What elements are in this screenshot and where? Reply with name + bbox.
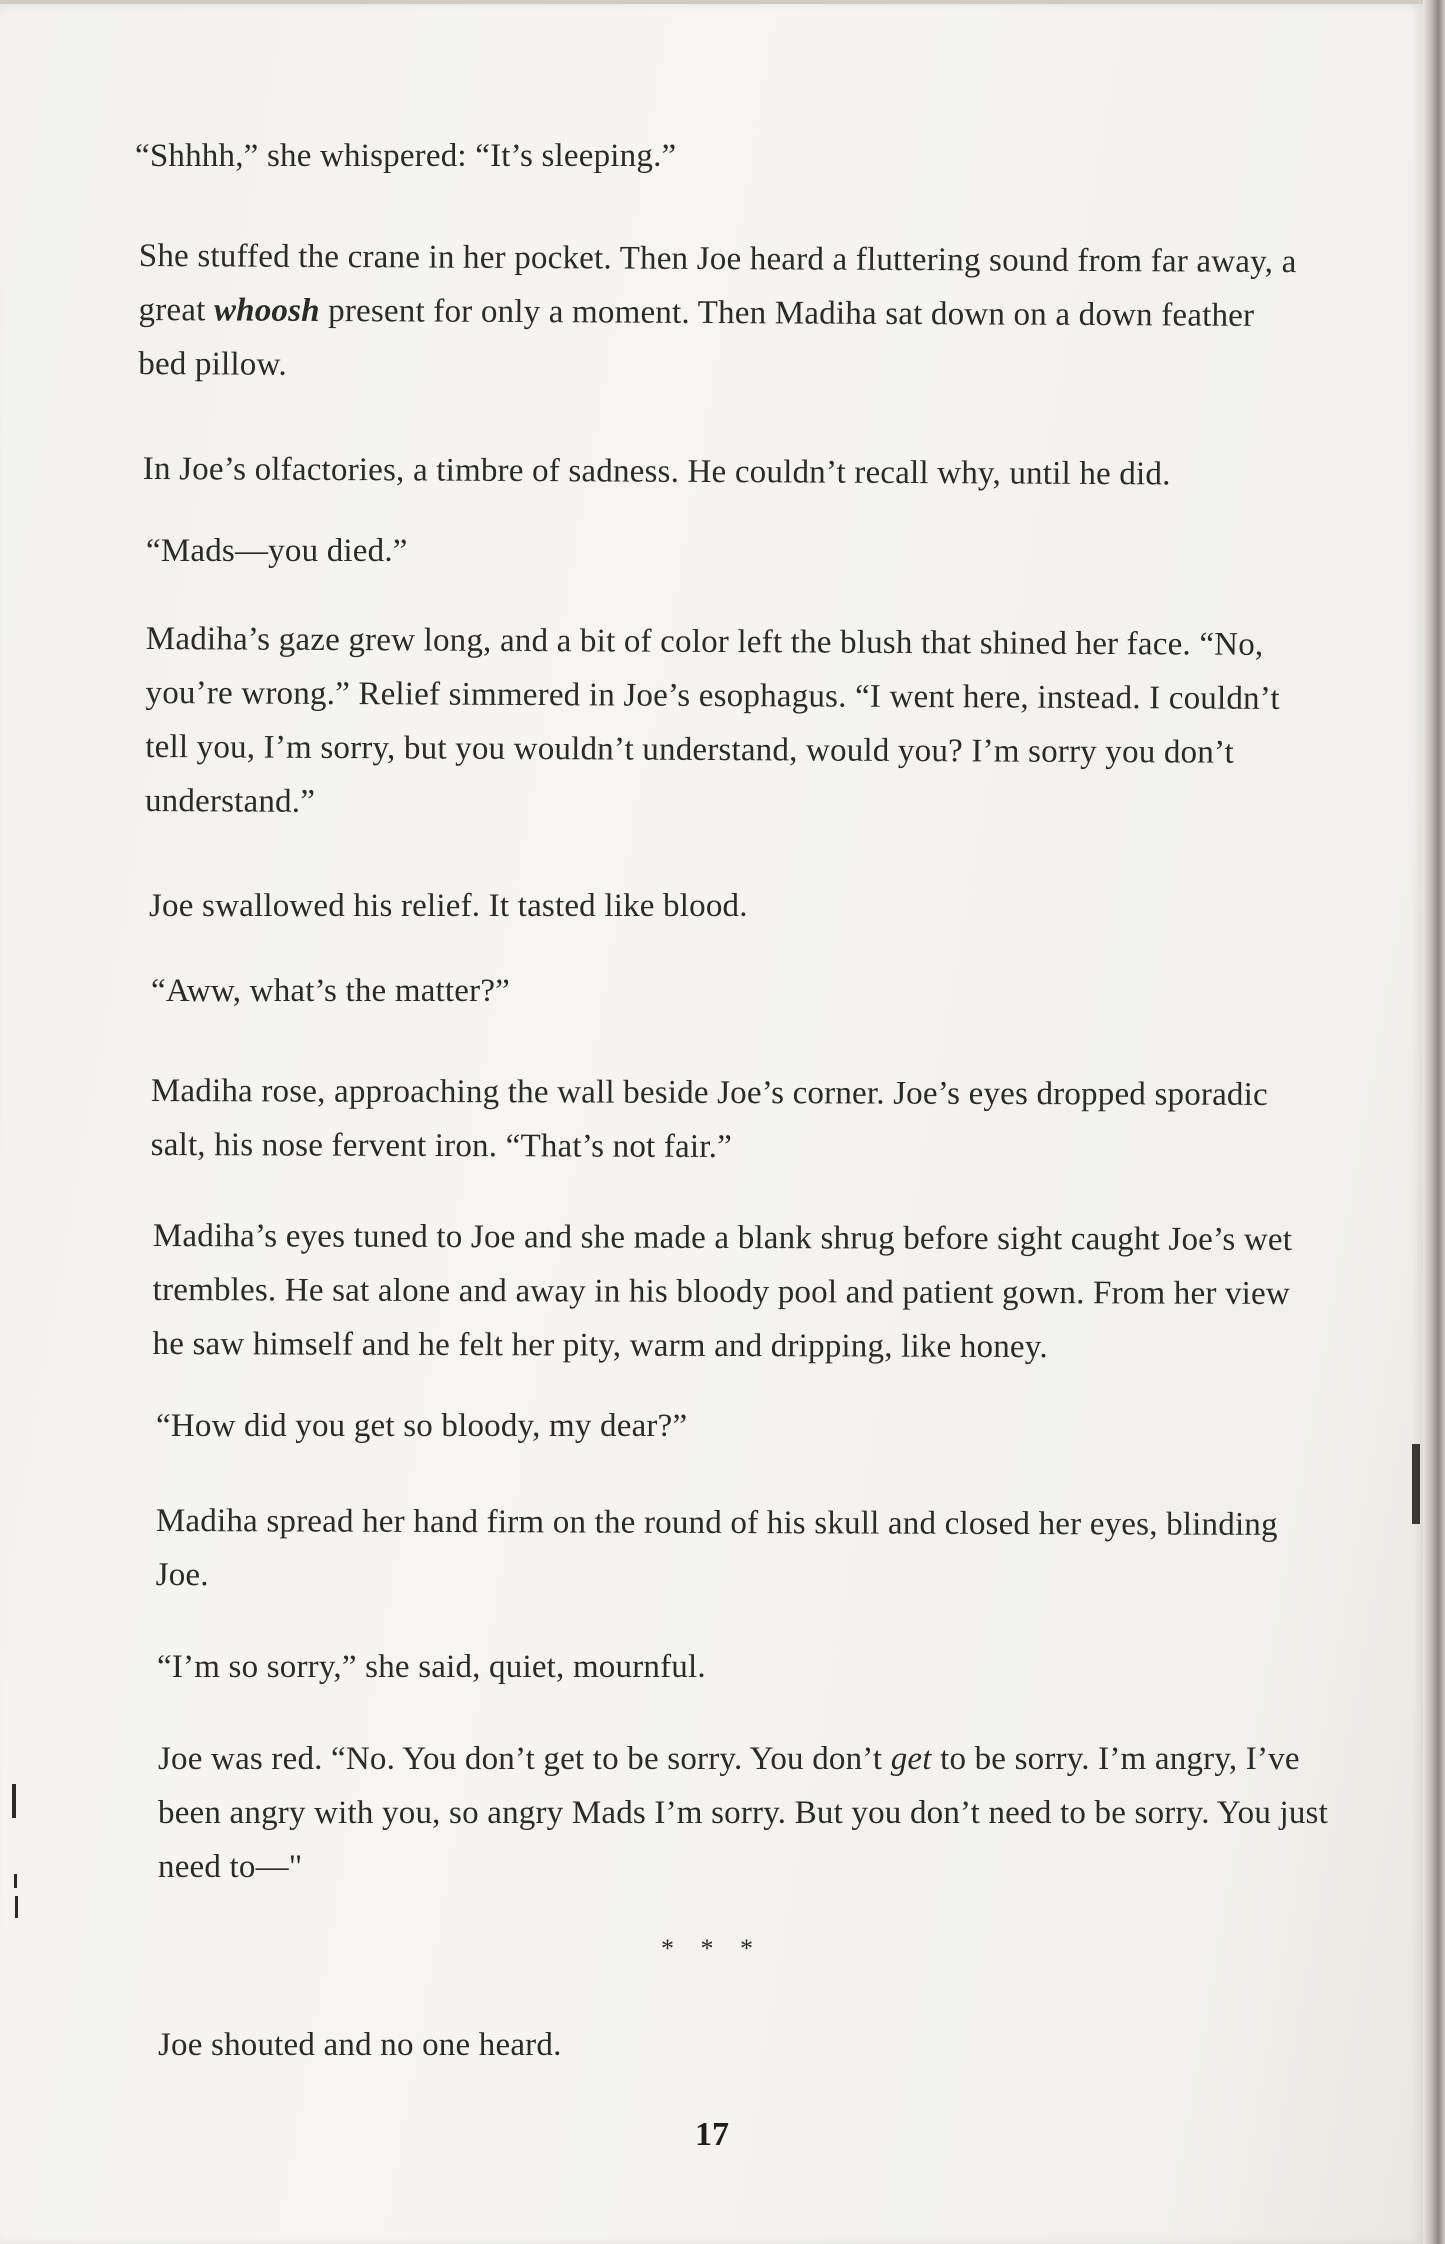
paragraph-10 (156, 1399, 1326, 1453)
paragraph-1-text: “Shhhh,” she whispered: “It’s sleeping.” (135, 138, 677, 174)
margin-mark (14, 1874, 17, 1888)
paragraph-3 (143, 442, 1313, 502)
paragraph-14 (158, 2018, 1328, 2072)
paragraph-6 (149, 879, 1319, 933)
paragraph-1 (135, 129, 1305, 183)
paragraph-9-text: Madiha’s eyes tuned to Joe and she made a blank shrug before sight caught Joe’s wet trembles. He sat alone and away in his bloody pool and patient gown. From her view he saw himself and he felt her pity, warm and dripping, like honey. (152, 1218, 1293, 1366)
paragraph-8 (151, 1064, 1321, 1176)
paragraph-6-text: Joe swallowed his relief. It tasted like blood. (149, 888, 748, 924)
paragraph-5 (145, 612, 1316, 834)
scene-break: * * * (661, 1934, 763, 1963)
page-number: 17 (695, 2116, 729, 2153)
paragraph-4 (146, 524, 1316, 578)
paragraph-10-text: “How did you get so bloody, my dear?” (156, 1408, 688, 1444)
paragraph-3-text: In Joe’s olfactories, a timbre of sadness. He couldn’t recall why, until he did. (142, 450, 1171, 493)
scan-edge-right (1423, 0, 1445, 2244)
paragraph-11-text: Madiha spread her hand firm on the round of his skull and closed her eyes, blinding Joe. (155, 1503, 1278, 1594)
margin-mark (15, 1896, 18, 1918)
paragraph-12 (157, 1640, 1327, 1694)
margin-mark (12, 1784, 16, 1818)
paragraph-4-text: “Mads—you died.” (146, 533, 408, 569)
paragraph-11 (156, 1494, 1326, 1606)
paragraph-14-text: Joe shouted and no one heard. (158, 2027, 562, 2063)
paragraph-7 (151, 964, 1321, 1018)
paragraph-5-text: Madiha’s gaze grew long, and a bit of color left the blush that shined her face. “No, you’re wrong.” Relief simmered in Joe’s esophagus. “I went here, instead. I couldn’t tell you, I’m sorry, but you wouldn’t understand, would you? I’m sorry you don’t understand.” (144, 620, 1280, 820)
paragraph-13-text-a: Joe was red. “No. You don’t get to be sorry. You don’t (158, 1741, 891, 1777)
paragraph-8-text: Madiha rose, approaching the wall beside Joe’s corner. Joe’s eyes dropped sporadic salt, his nose fervent iron. “That’s not fair.” (150, 1073, 1268, 1166)
paragraph-7-text: “Aww, what’s the matter?” (151, 973, 511, 1009)
paragraph-13-emphasis: get (890, 1741, 932, 1777)
paragraph-9 (152, 1209, 1323, 1375)
paragraph-13-text-b: to be sorry. I’m angry, I’ve been angry with you, so angry Mads I’m sorry. But you don’t need to be sorry. You just need to—" (158, 1741, 1328, 1885)
paragraph-2-text-b: present for only a moment. Then Madiha sat down on a down feather bed pillow. (138, 292, 1255, 383)
paragraph-13 (158, 1732, 1328, 1894)
book-page (0, 4, 1424, 2244)
paragraph-2 (138, 229, 1309, 397)
margin-mark (1412, 1444, 1420, 1524)
paragraph-2-emphasis: whoosh (213, 292, 320, 329)
paragraph-12-text: “I’m so sorry,” she said, quiet, mournful. (157, 1649, 706, 1685)
paragraph-2-text-a: She stuffed the crane in her pocket. Then Joe heard a fluttering sound from far away, a great (138, 237, 1297, 329)
